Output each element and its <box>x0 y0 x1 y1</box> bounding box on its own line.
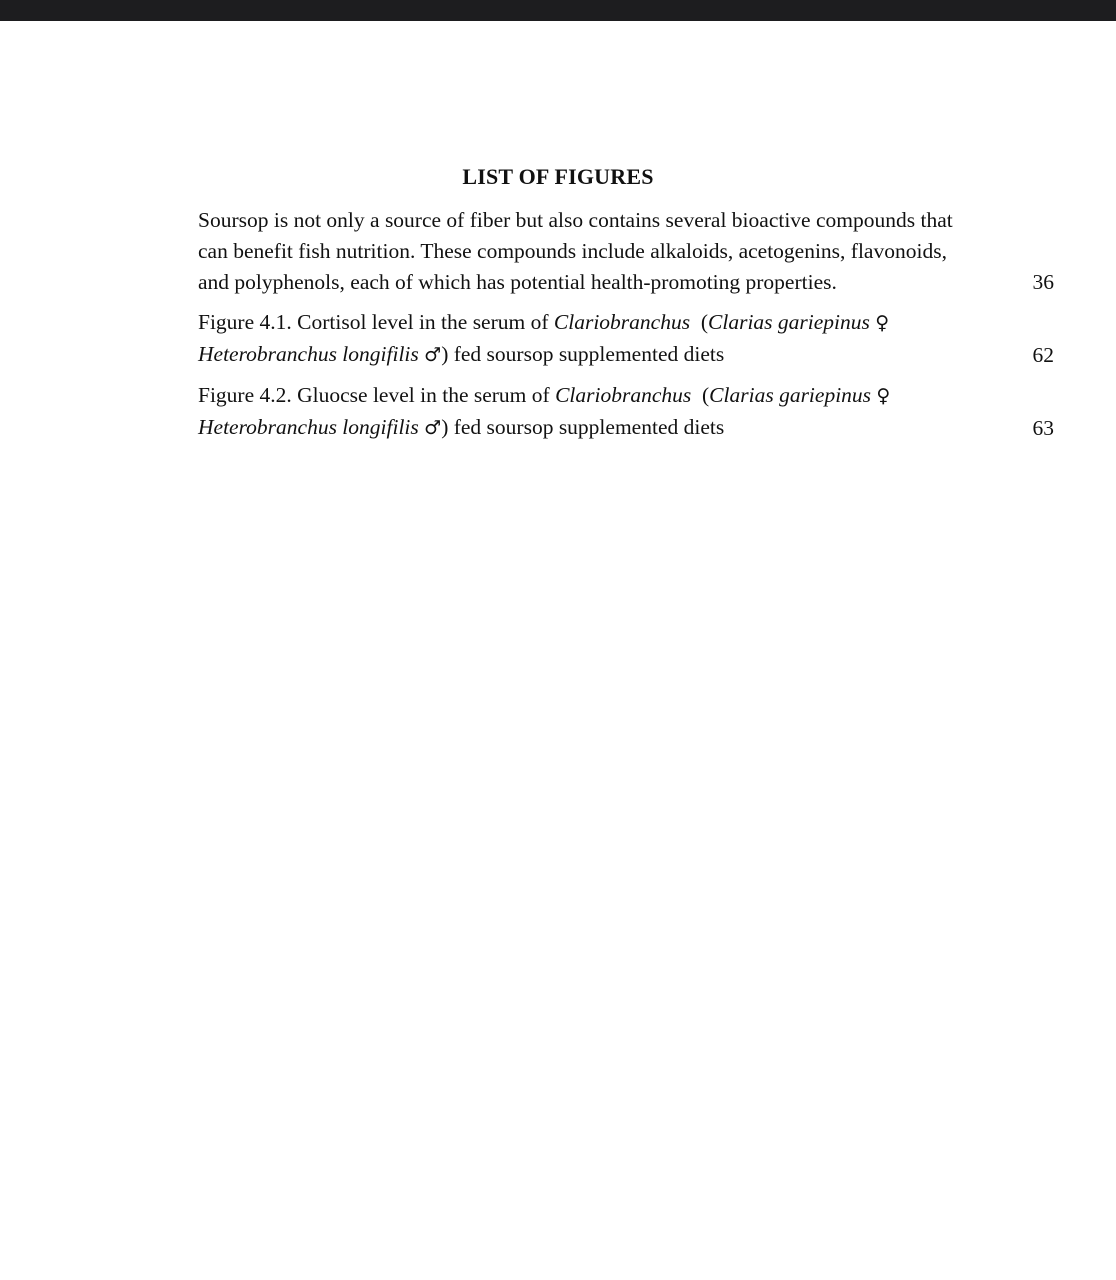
entry-caption-suffix: ) fed soursop supplemented diets <box>441 415 725 439</box>
paren-open: ( <box>691 383 710 407</box>
entry-caption-prefix: Figure 4.1. Cortisol level in the serum of <box>198 310 554 334</box>
list-entry-figure-4-1 <box>198 307 1058 371</box>
entry-text <box>198 380 958 444</box>
page-title: LIST OF FIGURES <box>462 164 654 189</box>
list-entry-figure-4-2 <box>198 380 1058 444</box>
entry-caption-suffix: ) fed soursop supplemented diets <box>441 342 725 366</box>
species-male: Heterobranchus longifilis <box>198 342 419 366</box>
paren-open: ( <box>690 310 709 334</box>
entry-page-number: 36 <box>1032 270 1054 294</box>
species-female: Clarias gariepinus <box>709 383 872 407</box>
entry-page-number: 63 <box>1032 416 1054 440</box>
entry-page-number: 62 <box>1032 343 1054 367</box>
genus-name: Clariobranchus <box>553 310 691 334</box>
male-symbol: ♂ <box>424 417 442 439</box>
species-female: Clarias gariepinus <box>708 310 870 334</box>
entry-text <box>198 307 958 371</box>
male-symbol: ♂ <box>424 344 442 366</box>
species-male: Heterobranchus longifilis <box>198 415 419 439</box>
female-symbol: ♀ <box>876 385 891 407</box>
list-entry-1 <box>198 205 1058 298</box>
entry-text: Soursop is not only a source of fiber but also contains several bioactive compounds that can benefit fish nutrition. These compounds include alkaloids, acetogenins, flavonoids, and polyphenols, each of which has potential health-promoting properties. <box>198 208 953 294</box>
genus-name: Clariobranchus <box>555 383 692 407</box>
figure-list <box>198 205 1058 453</box>
entry-caption-prefix: Figure 4.2. Gluocse level in the serum of <box>198 383 556 407</box>
female-symbol: ♀ <box>875 312 890 334</box>
